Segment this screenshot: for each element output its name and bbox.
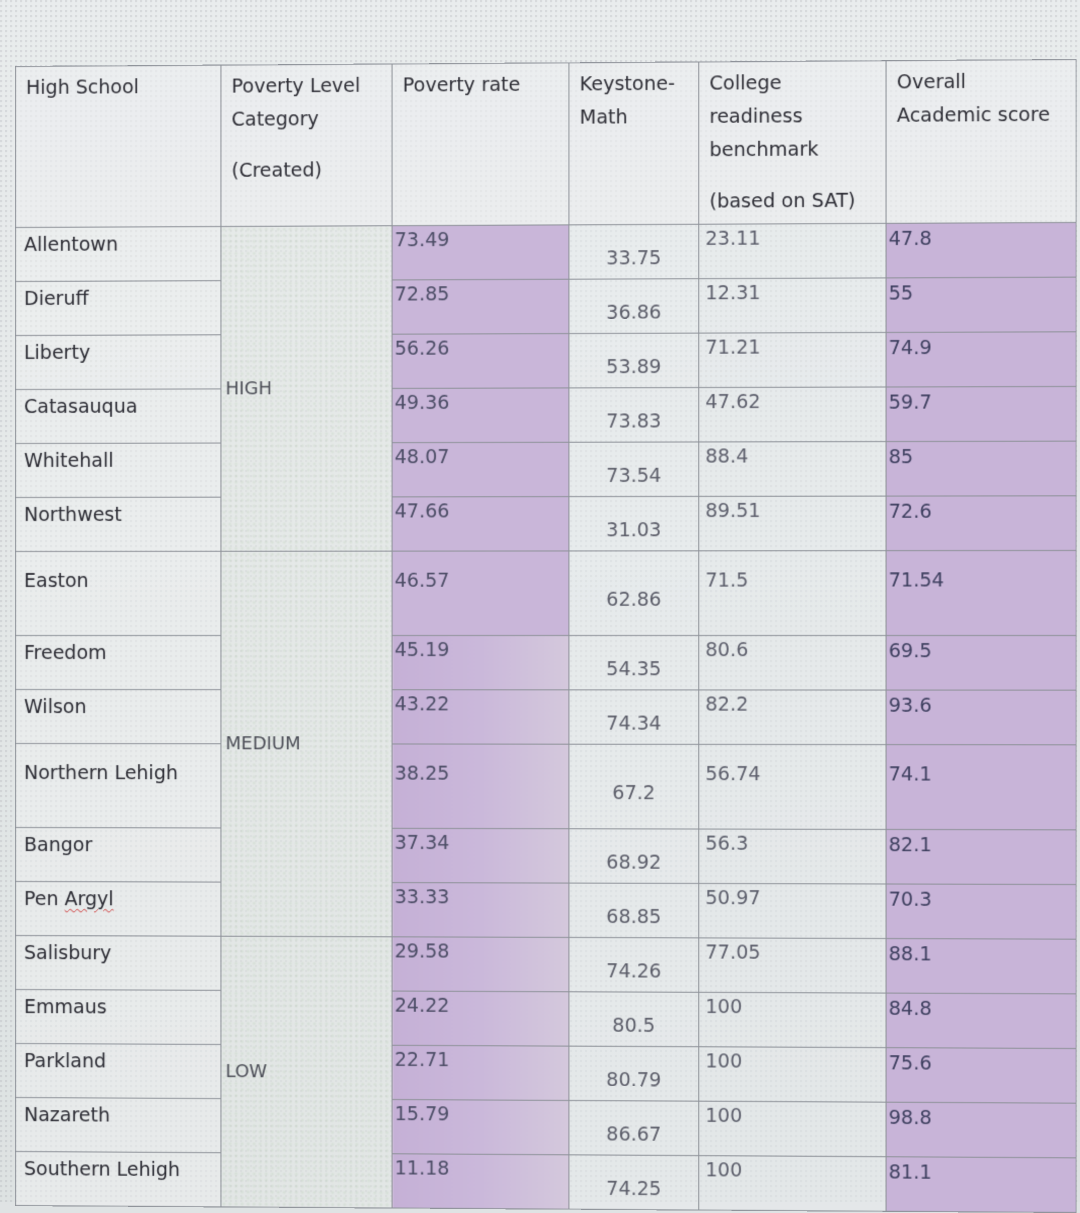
header-college-readiness: College readiness benchmark (based on SAT) — [699, 61, 886, 225]
college-readiness: 89.51 — [699, 496, 886, 551]
poverty-rate: 37.34 — [392, 828, 569, 883]
keystone-math: 33.75 — [569, 224, 699, 279]
poverty-rate: 24.22 — [392, 991, 569, 1046]
poverty-rate: 22.71 — [392, 1045, 569, 1100]
college-readiness: 82.2 — [699, 690, 886, 745]
school-name: Catasauqua — [15, 389, 220, 444]
keystone-math: 74.26 — [569, 937, 699, 992]
keystone-math: 74.25 — [569, 1155, 699, 1210]
school-name: Wilson — [15, 690, 220, 744]
header-row — [15, 59, 1076, 227]
college-readiness: 77.05 — [699, 938, 886, 993]
overall-score: 75.6 — [886, 1048, 1076, 1104]
college-readiness: 80.6 — [699, 635, 886, 690]
poverty-rate: 48.07 — [392, 442, 569, 497]
keystone-math: 80.5 — [569, 992, 699, 1047]
college-readiness: 88.4 — [699, 442, 886, 497]
category-low: LOW — [221, 936, 392, 1208]
table-row — [15, 690, 1076, 745]
schools-table — [15, 59, 1077, 1213]
header-keystone-math: Keystone- Math — [569, 62, 699, 225]
overall-score: 55 — [886, 277, 1076, 332]
poverty-rate: 11.18 — [392, 1154, 569, 1209]
overall-score: 70.3 — [886, 884, 1076, 939]
keystone-math: 86.67 — [569, 1100, 699, 1155]
school-name — [15, 882, 220, 937]
poverty-rate: 33.33 — [392, 883, 569, 938]
poverty-rate: 72.85 — [392, 279, 569, 334]
header-poverty-rate: Poverty rate — [392, 63, 569, 226]
overall-score: 81.1 — [886, 1157, 1076, 1213]
table-row — [15, 828, 1076, 885]
overall-score: 82.1 — [886, 829, 1076, 884]
poverty-rate: 56.26 — [392, 334, 569, 389]
school-name: Allentown — [15, 227, 220, 282]
table-row — [15, 882, 1076, 940]
college-readiness: 23.11 — [699, 223, 886, 278]
keystone-math: 54.35 — [569, 635, 699, 689]
poverty-rate: 47.66 — [392, 497, 569, 552]
table-row — [15, 496, 1076, 552]
poverty-rate: 73.49 — [392, 225, 569, 280]
keystone-math: 67.2 — [569, 744, 699, 829]
college-readiness: 71.5 — [699, 551, 886, 636]
college-readiness: 100 — [699, 1047, 886, 1102]
overall-score: 47.8 — [886, 222, 1076, 277]
table-row — [15, 744, 1076, 830]
table-row — [15, 222, 1076, 281]
poverty-rate: 15.79 — [392, 1100, 569, 1155]
school-name-text: Pen Argyl — [23, 888, 114, 911]
overall-score: 84.8 — [886, 993, 1076, 1048]
school-name: Northern Lehigh — [15, 744, 220, 828]
table-row — [15, 550, 1076, 635]
poverty-rate: 38.25 — [392, 744, 569, 829]
college-readiness: 100 — [699, 992, 886, 1047]
category-high: HIGH — [221, 226, 392, 552]
school-name: Dieruff — [15, 281, 220, 336]
table-row — [15, 277, 1076, 335]
college-readiness: 71.21 — [699, 332, 886, 387]
overall-score: 69.5 — [886, 635, 1076, 690]
school-name: Easton — [15, 551, 220, 635]
school-name: Whitehall — [15, 443, 220, 497]
poverty-rate: 45.19 — [392, 635, 569, 689]
overall-score: 72.6 — [886, 496, 1076, 551]
school-name: Salisbury — [15, 936, 220, 991]
overall-score: 74.1 — [886, 745, 1076, 830]
keystone-math: 62.86 — [569, 551, 699, 636]
college-readiness: 100 — [699, 1156, 886, 1212]
keystone-math: 80.79 — [569, 1046, 699, 1101]
keystone-math: 74.34 — [569, 690, 699, 745]
table-row — [15, 1044, 1076, 1104]
college-readiness: 56.74 — [699, 744, 886, 829]
spellcheck-underline: Argyl — [64, 888, 114, 911]
header-high-school: High School — [15, 65, 220, 227]
keystone-math: 68.92 — [569, 829, 699, 884]
poverty-rate: 46.57 — [392, 551, 569, 636]
college-readiness: 50.97 — [699, 883, 886, 938]
college-readiness: 47.62 — [699, 387, 886, 442]
college-readiness: 12.31 — [699, 278, 886, 333]
table-row — [15, 386, 1076, 443]
poverty-rate: 43.22 — [392, 690, 569, 744]
overall-score: 59.7 — [886, 386, 1076, 441]
table-row — [15, 936, 1076, 994]
poverty-rate: 29.58 — [392, 937, 569, 992]
table-row — [15, 990, 1076, 1049]
overall-score: 88.1 — [886, 939, 1076, 994]
poverty-rate: 49.36 — [392, 388, 569, 443]
overall-score: 93.6 — [886, 690, 1076, 745]
school-name: Nazareth — [15, 1098, 220, 1153]
school-name: Parkland — [15, 1044, 220, 1099]
table-row — [15, 1152, 1076, 1213]
header-poverty-level-category: Poverty Level Category (Created) — [221, 64, 392, 227]
keystone-math: 36.86 — [569, 279, 699, 334]
school-name: Liberty — [15, 335, 220, 390]
overall-score: 74.9 — [886, 332, 1076, 387]
table-row — [15, 635, 1076, 690]
overall-score: 71.54 — [886, 550, 1076, 635]
table-row — [15, 1098, 1076, 1158]
table-row — [15, 332, 1076, 390]
college-readiness: 56.3 — [699, 829, 886, 884]
school-name: Bangor — [15, 828, 220, 883]
table-row — [15, 441, 1076, 497]
category-medium: MEDIUM — [221, 551, 392, 937]
header-overall-academic-score: Overall Academic score — [886, 59, 1076, 223]
keystone-math: 53.89 — [569, 333, 699, 388]
school-name: Emmaus — [15, 990, 220, 1045]
school-name: Southern Lehigh — [15, 1152, 220, 1207]
overall-score: 98.8 — [886, 1102, 1076, 1158]
keystone-math: 73.83 — [569, 388, 699, 443]
school-name: Northwest — [15, 497, 220, 551]
keystone-math: 68.85 — [569, 883, 699, 938]
overall-score: 85 — [886, 441, 1076, 496]
keystone-math: 73.54 — [569, 442, 699, 497]
college-readiness: 100 — [699, 1101, 886, 1157]
school-name: Freedom — [15, 635, 220, 689]
keystone-math: 31.03 — [569, 496, 699, 551]
